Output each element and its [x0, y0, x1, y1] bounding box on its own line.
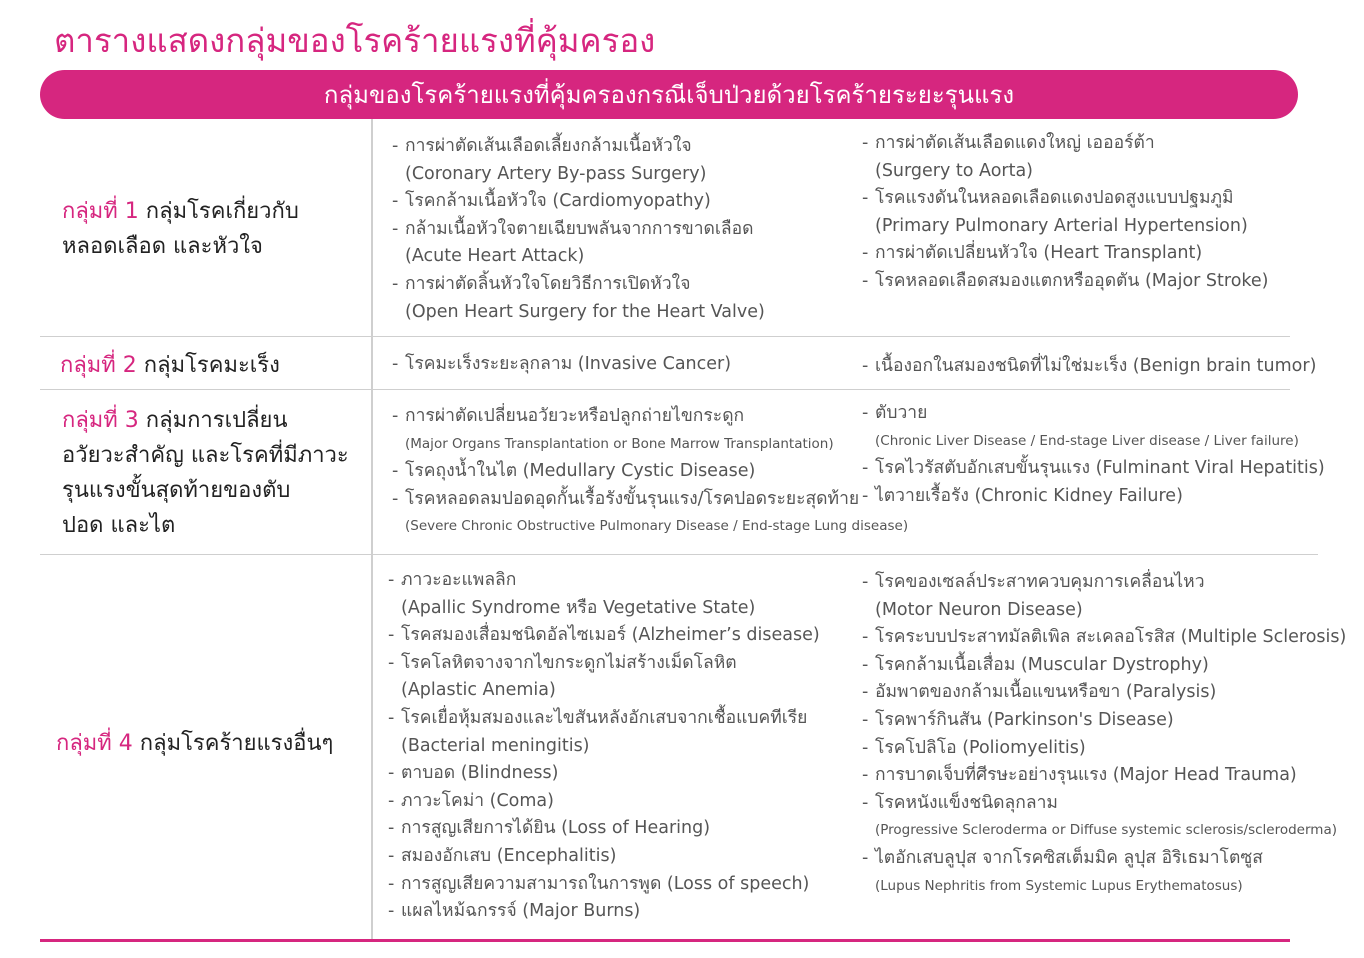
list-item: - โรคโปลิโอ (Poliomyelitis)	[862, 737, 1086, 758]
list-item: - โรคกล้ามเนื้อหัวใจ (Cardiomyopathy)	[392, 191, 711, 212]
group-number: กลุ่มที่ 1	[62, 199, 139, 224]
group-2-left-list	[392, 351, 731, 379]
list-item: - การผ่าตัดเส้นเลือดเลี้ยงกล้ามเนื้อหัวใจ (Coronary Artery By-pass Surgery)	[392, 136, 707, 184]
list-item: - การสูญเสียการได้ยิน (Loss of Hearing)	[388, 818, 711, 839]
list-item: - โรคไวรัสตับอักเสบขั้นรุนแรง (Fulminant Viral Hepatitis)	[862, 458, 1325, 479]
group-3-left-list	[392, 403, 908, 541]
group-name: หลอดเลือด และหัวใจ	[62, 234, 263, 259]
list-item: - แผลไหม้ฉกรรจ์ (Major Burns)	[388, 901, 641, 922]
list-item: - เนื้องอกในสมองชนิดที่ไม่ใช่มะเร็ง (Benign brain tumor)	[862, 356, 1317, 376]
list-item: - โรคหลอดเลือดสมองแตกหรืออุดตัน (Major Stroke)	[862, 270, 1269, 291]
group-2-label	[60, 348, 280, 383]
table-header-banner: กลุ่มของโรคร้ายแรงที่คุ้มครองกรณีเจ็บป่วยด้วยโรคร้ายระยะรุนแรง	[40, 70, 1298, 119]
list-item: - โรคถุงน้ำในไต (Medullary Cystic Disease)	[392, 461, 756, 482]
group-2-right-list	[862, 353, 1316, 381]
group-name: อวัยวะสำคัญ และโรคที่มีภาวะ	[62, 443, 349, 468]
group-3-label	[62, 403, 349, 543]
group-4-left-list	[388, 567, 820, 926]
list-item: - โรคหลอดลมปอดอุดกั้นเรื้อรังขั้นรุนแรง/โรคปอดระยะสุดท้าย (Severe Chronic Obstructive Pulmonary Disease / End-stage Lung disease)	[392, 488, 909, 535]
group-1-label	[62, 194, 299, 264]
column-divider	[371, 119, 373, 939]
list-item: - กล้ามเนื้อหัวใจตายเฉียบพลันจากการขาดเลือด (Acute Heart Attack)	[392, 218, 754, 267]
page-title: ตารางแสดงกลุ่มของโรคร้ายแรงที่คุ้มครอง	[54, 21, 656, 60]
list-item: - โรคสมองเสื่อมชนิดอัลไซเมอร์ (Alzheimer’s disease)	[388, 625, 820, 646]
group-3-right-list	[862, 400, 1325, 510]
group-number: กลุ่มที่ 3	[62, 408, 139, 433]
group-name: รุนแรงขั้นสุดท้ายของตับ	[62, 478, 291, 503]
row-divider	[40, 336, 1290, 337]
row-divider	[40, 389, 1290, 390]
group-4-label	[56, 726, 333, 761]
list-item: - การผ่าตัดเปลี่ยนอวัยวะหรือปลูกถ่ายไขกระดูก (Major Organs Transplantation or Bone Marrow Transplantation)	[392, 406, 834, 452]
group-1-left-list	[392, 133, 765, 326]
list-item: - ไตวายเรื้อรัง (Chronic Kidney Failure)	[862, 485, 1183, 506]
list-item: - โรคหนังแข็งชนิดลุกลาม (Progressive Scleroderma or Diffuse systemic sclerosis/scleroderma)	[862, 792, 1337, 839]
list-item: - โรคโลหิตจางจากไขกระดูกไม่สร้างเม็ดโลหิต (Aplastic Anemia)	[388, 652, 737, 701]
list-item: - โรคเยื่อหุ้มสมองและไขสันหลังอักเสบจากเชื้อแบคทีเรีย (Bacterial meningitis)	[388, 707, 808, 756]
group-name: กลุ่มการเปลี่ยน	[138, 408, 288, 433]
list-item: - การบาดเจ็บที่ศีรษะอย่างรุนแรง (Major Head Trauma)	[862, 765, 1297, 786]
list-item: - ตับวาย (Chronic Liver Disease / End-stage Liver disease / Liver failure)	[862, 403, 1299, 449]
list-item: - การสูญเสียความสามารถในการพูด (Loss of speech)	[388, 873, 810, 894]
row-divider	[40, 554, 1318, 555]
group-number: กลุ่มที่ 2	[60, 353, 137, 378]
group-name: กลุ่มโรคเกี่ยวกับ	[138, 199, 299, 224]
group-1-right-list	[862, 130, 1269, 296]
list-item: - โรคพาร์กินสัน (Parkinson's Disease)	[862, 709, 1174, 730]
list-item: - ไตอักเสบลูปุส จากโรคซิสเต็มมิค ลูปุส อิริเธมาโตซูส (Lupus Nephritis from Systemic Lupus Erythematosus)	[862, 847, 1263, 894]
list-item: - โรคกล้ามเนื้อเสื่อม (Muscular Dystrophy)	[862, 654, 1209, 675]
list-item: - การผ่าตัดลิ้นหัวใจโดยวิธีการเปิดหัวใจ (Open Heart Surgery for the Heart Valve)	[392, 273, 765, 322]
list-item: - การผ่าตัดเปลี่ยนหัวใจ (Heart Transplant)	[862, 243, 1203, 264]
group-4-right-list	[862, 569, 1346, 900]
list-item: - ตาบอด (Blindness)	[388, 763, 559, 784]
table-bottom-rule	[40, 939, 1290, 942]
list-item: - สมองอักเสบ (Encephalitis)	[388, 845, 617, 866]
group-name: กลุ่มโรคร้ายแรงอื่นๆ	[132, 731, 334, 756]
list-item: - ภาวะอะแพลลิก (Apallic Syndrome หรือ Vegetative State)	[388, 570, 756, 618]
list-item: - โรคมะเร็งระยะลุกลาม (Invasive Cancer)	[392, 354, 732, 374]
list-item: - การผ่าตัดเส้นเลือดแดงใหญ่ เอออร์ต้า (Surgery to Aorta)	[862, 133, 1155, 181]
list-item: - ภาวะโคม่า (Coma)	[388, 790, 554, 811]
list-item: - อัมพาตของกล้ามเนื้อแขนหรือขา (Paralysis)	[862, 682, 1217, 703]
group-number: กลุ่มที่ 4	[56, 731, 133, 756]
group-name: กลุ่มโรคมะเร็ง	[136, 353, 280, 378]
list-item: - โรคแรงดันในหลอดเลือดแดงปอดสูงแบบปฐมภูมิ (Primary Pulmonary Arterial Hypertension)	[862, 188, 1248, 236]
list-item: - โรคระบบประสาทมัลติเพิล สะเคลอโรสิส (Multiple Sclerosis)	[862, 627, 1347, 648]
list-item: - โรคของเซลล์ประสาทควบคุมการเคลื่อนไหว (Motor Neuron Disease)	[862, 572, 1205, 620]
group-name: ปอด และไต	[62, 513, 176, 538]
